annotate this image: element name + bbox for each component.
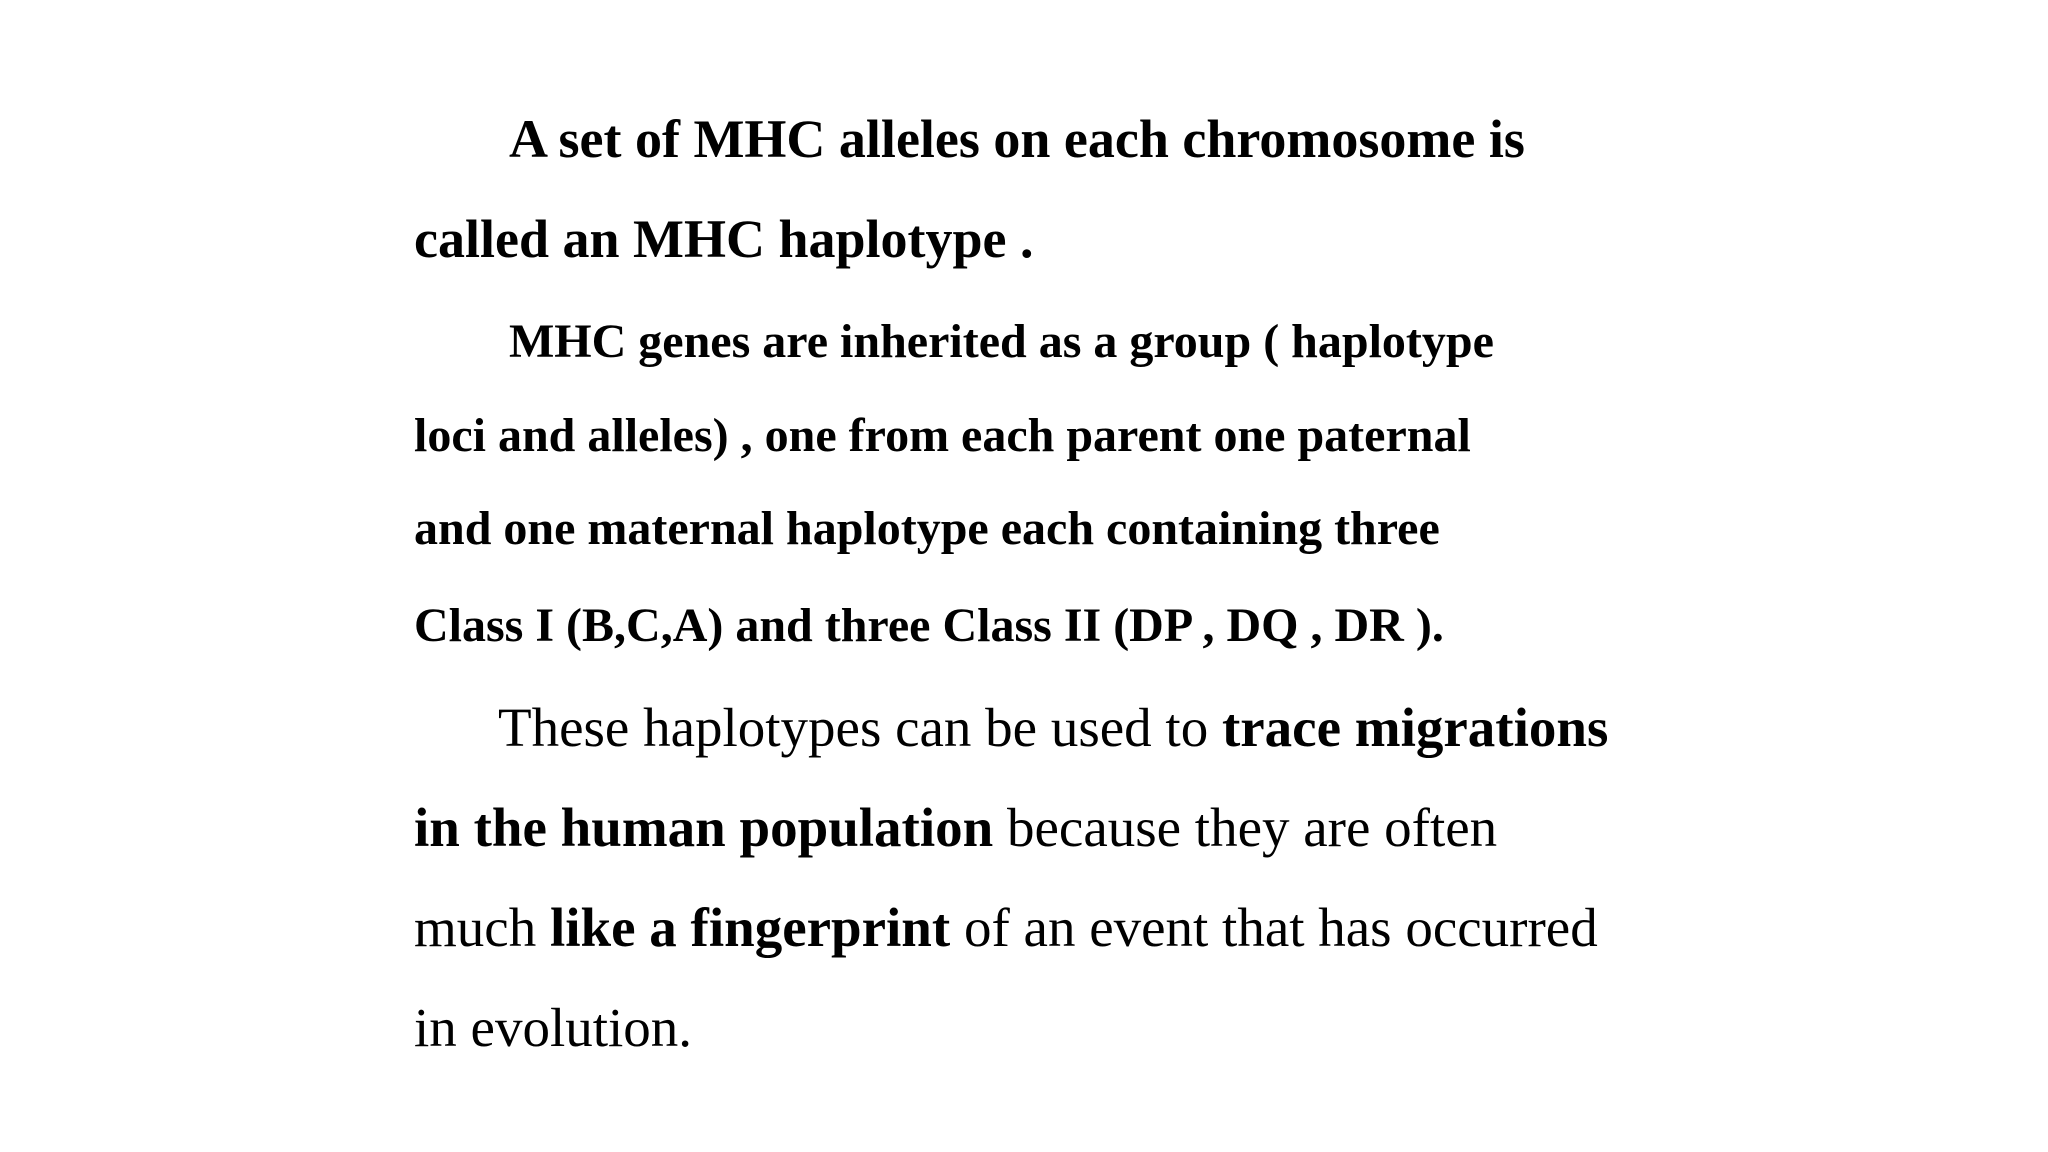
paragraph-3-line-1 — [498, 697, 1609, 758]
paragraph-1-line-1: A set of MHC alleles on each chromosome is — [509, 109, 1525, 169]
paragraph-2-line-4: Class I (B,C,A) and three Class II (DP , DQ , DR ). — [414, 599, 1444, 652]
bold-text: like a fingerprint — [549, 897, 951, 958]
plain-text: much — [414, 897, 550, 958]
plain-text: in evolution. — [414, 997, 693, 1058]
paragraph-2-line-3: and one maternal haplotype each containing three — [414, 502, 1440, 555]
paragraph-2-line-1: MHC genes are inherited as a group ( haplotype — [509, 315, 1494, 368]
plain-text: because they are often — [993, 797, 1498, 858]
paragraph-3-line-2 — [414, 797, 1498, 858]
paragraph-3-line-4 — [414, 997, 693, 1058]
plain-text: of an event that has occurred — [950, 897, 1598, 958]
plain-text: These haplotypes can be used to — [498, 697, 1222, 758]
paragraph-3-line-3 — [414, 897, 1598, 958]
bold-text: in the human population — [414, 797, 994, 858]
paragraph-2-line-2: loci and alleles) , one from each parent one paternal — [414, 409, 1471, 462]
bold-text: trace migrations — [1221, 697, 1609, 758]
paragraph-1-line-2: called an MHC haplotype . — [414, 209, 1034, 269]
